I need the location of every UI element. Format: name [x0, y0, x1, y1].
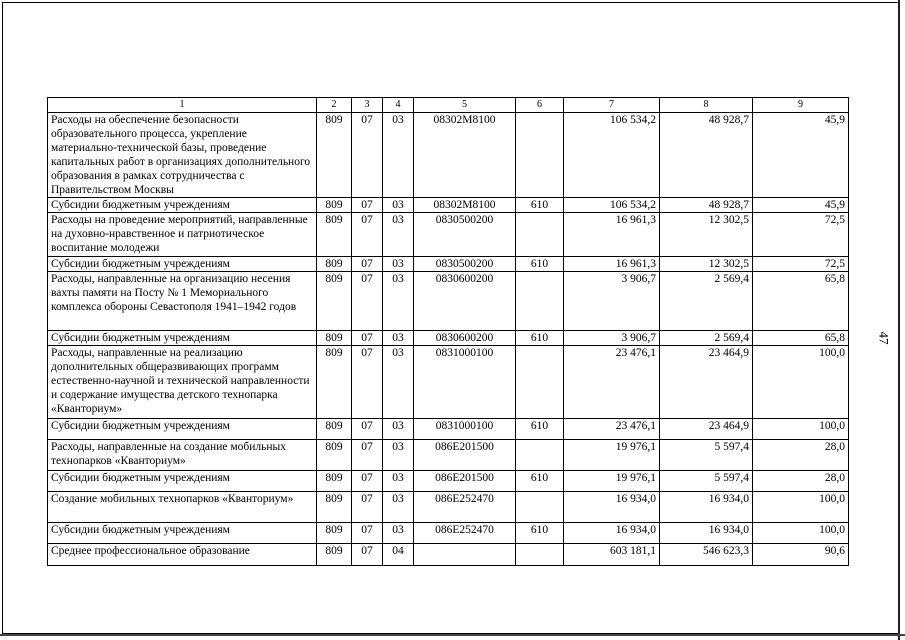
percent-cell: 45,9 — [753, 113, 849, 198]
column-header-5: 5 — [414, 98, 516, 113]
ministry-code-cell: 809 — [317, 523, 352, 544]
table-row — [48, 272, 849, 331]
subsection-cell: 03 — [383, 331, 414, 346]
planned-amount-cell: 23 476,1 — [564, 346, 660, 419]
expense-name-cell: Субсидии бюджетным учреждениям — [48, 257, 317, 272]
table-row — [48, 544, 849, 566]
column-header-2: 2 — [317, 98, 352, 113]
expense-name-cell: Субсидии бюджетным учреждениям — [48, 419, 317, 440]
expense-name-cell: Расходы, направленные на организацию несения вахты памяти на Посту № 1 Мемориального комплекса обороны Севастополя 1941–1942 годов — [48, 272, 317, 331]
percent-cell: 72,5 — [753, 213, 849, 257]
actual-amount-cell: 16 934,0 — [660, 523, 753, 544]
subsection-cell: 03 — [383, 440, 414, 471]
expense-type-cell: 610 — [516, 471, 564, 492]
subsection-cell: 03 — [383, 346, 414, 419]
table-row — [48, 113, 849, 198]
planned-amount-cell: 19 976,1 — [564, 471, 660, 492]
ministry-code-cell: 809 — [317, 257, 352, 272]
planned-amount-cell: 16 934,0 — [564, 492, 660, 523]
section-cell: 07 — [352, 471, 383, 492]
column-header-9: 9 — [753, 98, 849, 113]
subsection-cell: 03 — [383, 523, 414, 544]
percent-cell: 100,0 — [753, 523, 849, 544]
ministry-code-cell: 809 — [317, 471, 352, 492]
header-row — [48, 98, 849, 113]
expense-type-cell — [516, 213, 564, 257]
percent-cell: 90,6 — [753, 544, 849, 566]
table-row — [48, 419, 849, 440]
subsection-cell: 03 — [383, 492, 414, 523]
planned-amount-cell: 603 181,1 — [564, 544, 660, 566]
column-header-4: 4 — [383, 98, 414, 113]
expense-name-cell: Расходы, направленные на реализацию дополнительных общеразвивающих программ естественно-научной и технической направленности и содержание имущества детского технопарка «Кванториум» — [48, 346, 317, 419]
target-article-cell — [414, 544, 516, 566]
section-cell: 07 — [352, 440, 383, 471]
target-article-cell: 086Е201500 — [414, 440, 516, 471]
table-row — [48, 331, 849, 346]
actual-amount-cell: 546 623,3 — [660, 544, 753, 566]
target-article-cell: 0830500200 — [414, 213, 516, 257]
ministry-code-cell: 809 — [317, 544, 352, 566]
expense-name-cell: Субсидии бюджетным учреждениям — [48, 198, 317, 213]
subsection-cell: 03 — [383, 257, 414, 272]
expense-name-cell: Субсидии бюджетным учреждениям — [48, 523, 317, 544]
planned-amount-cell: 3 906,7 — [564, 272, 660, 331]
percent-cell: 72,5 — [753, 257, 849, 272]
percent-cell: 28,0 — [753, 440, 849, 471]
target-article-cell: 0831000100 — [414, 419, 516, 440]
target-article-cell: 08302М8100 — [414, 198, 516, 213]
budget-table — [47, 97, 849, 566]
column-header-8: 8 — [660, 98, 753, 113]
actual-amount-cell: 2 569,4 — [660, 272, 753, 331]
actual-amount-cell: 16 934,0 — [660, 492, 753, 523]
expense-name-cell: Расходы на обеспечение безопасности образовательного процесса, укрепление материально-технической базы, проведение капитальных работ в организациях дополнительного образования в рамках сотрудничества с Правительством Москвы — [48, 113, 317, 198]
target-article-cell: 086Е201500 — [414, 471, 516, 492]
actual-amount-cell: 12 302,5 — [660, 213, 753, 257]
table-row — [48, 492, 849, 523]
section-cell: 07 — [352, 523, 383, 544]
percent-cell: 45,9 — [753, 198, 849, 213]
section-cell: 07 — [352, 492, 383, 523]
subsection-cell: 03 — [383, 213, 414, 257]
target-article-cell: 0830600200 — [414, 331, 516, 346]
column-header-1: 1 — [48, 98, 317, 113]
table-row — [48, 471, 849, 492]
target-article-cell: 0831000100 — [414, 346, 516, 419]
subsection-cell: 03 — [383, 198, 414, 213]
table-row — [48, 198, 849, 213]
column-header-7: 7 — [564, 98, 660, 113]
page-edge-bottom — [0, 634, 905, 636]
planned-amount-cell: 106 534,2 — [564, 198, 660, 213]
planned-amount-cell: 106 534,2 — [564, 113, 660, 198]
subsection-cell: 03 — [383, 272, 414, 331]
ministry-code-cell: 809 — [317, 198, 352, 213]
percent-cell: 28,0 — [753, 471, 849, 492]
target-article-cell: 0830500200 — [414, 257, 516, 272]
percent-cell: 100,0 — [753, 492, 849, 523]
actual-amount-cell: 5 597,4 — [660, 471, 753, 492]
planned-amount-cell: 16 934,0 — [564, 523, 660, 544]
subsection-cell: 03 — [383, 419, 414, 440]
column-header-6: 6 — [516, 98, 564, 113]
ministry-code-cell: 809 — [317, 213, 352, 257]
percent-cell: 100,0 — [753, 419, 849, 440]
percent-cell: 65,8 — [753, 331, 849, 346]
table-row — [48, 257, 849, 272]
expense-type-cell — [516, 492, 564, 523]
expense-name-cell: Субсидии бюджетным учреждениям — [48, 331, 317, 346]
percent-cell: 100,0 — [753, 346, 849, 419]
actual-amount-cell: 2 569,4 — [660, 331, 753, 346]
ministry-code-cell: 809 — [317, 272, 352, 331]
section-cell: 07 — [352, 257, 383, 272]
ministry-code-cell: 809 — [317, 419, 352, 440]
expense-name-cell: Создание мобильных технопарков «Кванториум» — [48, 492, 317, 523]
expense-name-cell: Субсидии бюджетным учреждениям — [48, 471, 317, 492]
actual-amount-cell: 23 464,9 — [660, 346, 753, 419]
expense-type-cell — [516, 440, 564, 471]
expense-type-cell — [516, 346, 564, 419]
section-cell: 07 — [352, 544, 383, 566]
planned-amount-cell: 23 476,1 — [564, 419, 660, 440]
section-cell: 07 — [352, 331, 383, 346]
planned-amount-cell: 3 906,7 — [564, 331, 660, 346]
actual-amount-cell: 5 597,4 — [660, 440, 753, 471]
ministry-code-cell: 809 — [317, 492, 352, 523]
table-row — [48, 346, 849, 419]
expense-type-cell: 610 — [516, 198, 564, 213]
planned-amount-cell: 16 961,3 — [564, 257, 660, 272]
table-row — [48, 213, 849, 257]
ministry-code-cell: 809 — [317, 440, 352, 471]
subsection-cell: 04 — [383, 544, 414, 566]
column-header-3: 3 — [352, 98, 383, 113]
subsection-cell: 03 — [383, 471, 414, 492]
actual-amount-cell: 48 928,7 — [660, 198, 753, 213]
expense-type-cell: 610 — [516, 257, 564, 272]
ministry-code-cell: 809 — [317, 113, 352, 198]
table-row — [48, 523, 849, 544]
actual-amount-cell: 23 464,9 — [660, 419, 753, 440]
expense-type-cell: 610 — [516, 419, 564, 440]
expense-type-cell: 610 — [516, 331, 564, 346]
page-number: 47 — [876, 331, 892, 345]
planned-amount-cell: 16 961,3 — [564, 213, 660, 257]
target-article-cell: 086Е252470 — [414, 523, 516, 544]
expense-type-cell — [516, 113, 564, 198]
expense-name-cell: Среднее профессиональное образование — [48, 544, 317, 566]
section-cell: 07 — [352, 346, 383, 419]
percent-cell: 65,8 — [753, 272, 849, 331]
expense-name-cell: Расходы на проведение мероприятий, направленные на духовно-нравственное и патриотическое воспитание молодежи — [48, 213, 317, 257]
section-cell: 07 — [352, 213, 383, 257]
table-row — [48, 440, 849, 471]
expense-type-cell — [516, 272, 564, 331]
section-cell: 07 — [352, 272, 383, 331]
target-article-cell: 086Е252470 — [414, 492, 516, 523]
target-article-cell: 0830600200 — [414, 272, 516, 331]
ministry-code-cell: 809 — [317, 331, 352, 346]
section-cell: 07 — [352, 419, 383, 440]
expense-name-cell: Расходы, направленные на создание мобильных технопарков «Кванториум» — [48, 440, 317, 471]
actual-amount-cell: 12 302,5 — [660, 257, 753, 272]
section-cell: 07 — [352, 198, 383, 213]
section-cell: 07 — [352, 113, 383, 198]
actual-amount-cell: 48 928,7 — [660, 113, 753, 198]
page-edge-right — [898, 0, 900, 640]
subsection-cell: 03 — [383, 113, 414, 198]
target-article-cell: 08302М8100 — [414, 113, 516, 198]
expense-type-cell — [516, 544, 564, 566]
ministry-code-cell: 809 — [317, 346, 352, 419]
expense-type-cell: 610 — [516, 523, 564, 544]
planned-amount-cell: 19 976,1 — [564, 440, 660, 471]
